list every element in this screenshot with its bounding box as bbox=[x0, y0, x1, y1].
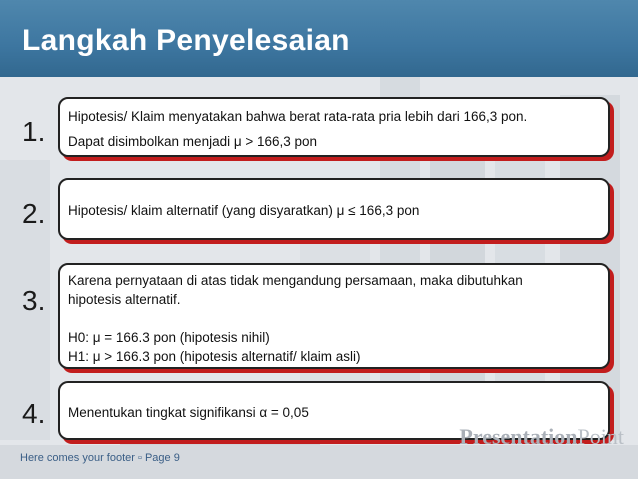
step-1-line-1: Hipotesis/ Klaim menyatakan bahwa berat rata-rata pria lebih dari 166,3 pon. bbox=[68, 109, 528, 124]
step-4-line-1: Menentukan tingkat signifikansi α = 0,05 bbox=[68, 405, 309, 420]
step-3-line-4: H0: μ = 166.3 pon (hipotesis nihil) bbox=[68, 330, 270, 345]
brand-light: Point bbox=[577, 424, 624, 449]
step-2-line-1: Hipotesis/ klaim alternatif (yang disyaratkan) μ ≤ 166,3 pon bbox=[68, 203, 420, 218]
step-3-line-1: Karena pernyataan di atas tidak mengandung persamaan, maka dibutuhkan bbox=[68, 273, 523, 288]
step-3-number: 3. bbox=[22, 285, 46, 316]
step-3-line-2: hipotesis alternatif. bbox=[68, 292, 181, 307]
step-2-box bbox=[58, 178, 610, 240]
step-3-box bbox=[58, 263, 610, 369]
footer-text: Here comes your footer ▫ Page 9 bbox=[20, 452, 180, 464]
step-1-box bbox=[58, 97, 610, 157]
step-2-number: 2. bbox=[22, 198, 46, 229]
step-3-spacer bbox=[68, 309, 600, 328]
step-1-line-2: Dapat disimbolkan menjadi μ > 166,3 pon bbox=[68, 134, 318, 149]
step-4-number: 4. bbox=[22, 398, 46, 429]
step-1-number: 1. bbox=[22, 116, 46, 147]
slide-title: Langkah Penyelesaian bbox=[22, 24, 350, 57]
step-3-line-5: H1: μ > 166.3 pon (hipotesis alternatif/ klaim asli) bbox=[68, 349, 361, 364]
brand-bold: Presentation bbox=[459, 424, 578, 449]
title-bar bbox=[0, 0, 638, 77]
presentation-point-logo bbox=[459, 424, 624, 450]
